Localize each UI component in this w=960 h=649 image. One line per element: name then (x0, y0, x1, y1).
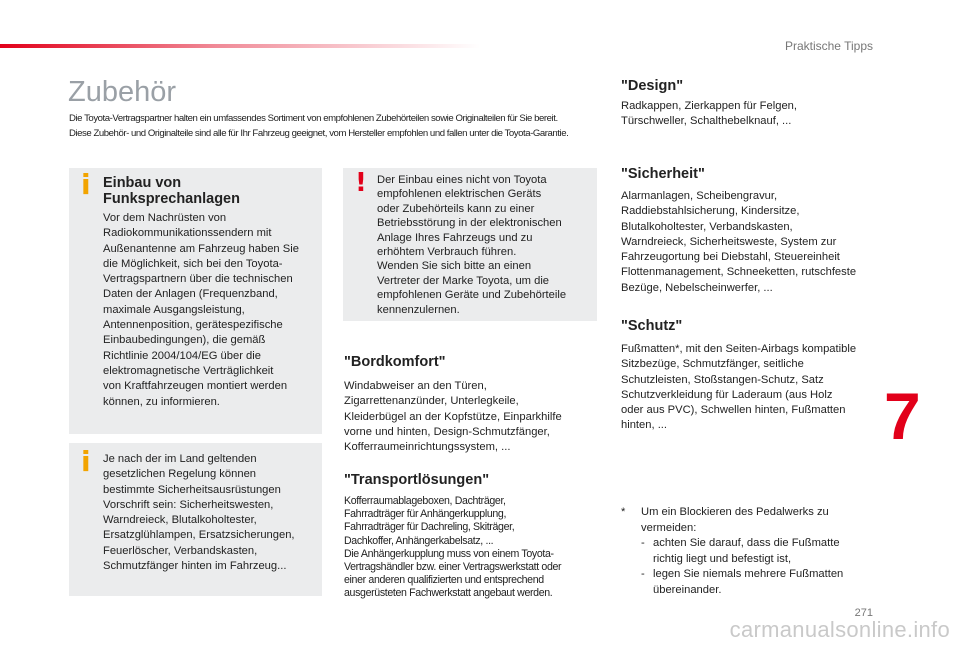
text-line: Kleiderbügel an der Kopfstütze, Einparkhilfe (344, 410, 562, 423)
text-line: Der Einbau eines nicht von Toyota (377, 174, 547, 186)
section-title-sicherheit: "Sicherheit" (621, 166, 705, 182)
page-title: Zubehör (68, 76, 177, 108)
text-line: Außenantenne am Fahrzeug haben Sie (103, 242, 299, 255)
info-box-title (103, 175, 240, 207)
text-line: Bezüge, Nebelscheinwerfer, ... (621, 281, 773, 294)
text-line: Schutzleisten, Stoßstangen-Schutz, Satz (621, 373, 824, 386)
text-line: legen Sie niemals mehrere Fußmatten (653, 568, 844, 580)
text-line: Warndreieck, Blutalkoholtester, (103, 514, 257, 527)
text-line: Betriebsstörung in der elektronischen (377, 217, 562, 230)
text-line: Radiokommunikationssendern mit (103, 227, 272, 240)
text-line: Antennenposition, gerätespezifische (103, 319, 283, 332)
text-line: Windabweiser an den Türen, (344, 380, 487, 392)
info-icon: i (81, 168, 91, 201)
intro-line: Die Toyota-Vertragspartner halten ein umfassendes Sortiment von empfohlenen Zubehörteilen sowie Originalteilen für Sie bereit. (69, 113, 558, 124)
text-line: Fahrradträger für Anhängerkupplung, (344, 508, 507, 521)
text-line: erhöhtem Verbrauch führen. (377, 246, 517, 259)
footnote-item (621, 567, 871, 598)
text-line: Fahrradträger für Dachreling, Skiträger, (344, 521, 515, 534)
text-line: Je nach der im Land geltenden (103, 453, 257, 465)
text-line: elektromagnetische Verträglichkeit (103, 364, 274, 377)
section-text-sicherheit (621, 189, 881, 296)
footnote-star: * (621, 506, 626, 518)
text-line: Radkappen, Zierkappen für Felgen, (621, 100, 798, 112)
text-line: Kofferraumeinrichtungssystem, ... (344, 441, 511, 454)
warning-box (343, 168, 597, 321)
text-line: ausgerüsteten Fachwerkstatt angebaut werden. (344, 587, 553, 600)
text-line: Daten der Anlagen (Frequenzband, (103, 288, 278, 301)
text-line: Zigarrettenanzünder, Unterlegkeile, (344, 395, 519, 408)
text-line: richtig liegt und befestigt ist, (653, 552, 792, 565)
text-line: Schutzverkleidung für Laderaum (aus Holz (621, 388, 833, 401)
intro-line: Diese Zubehör- und Originalteile sind alle für Ihr Fahrzeug geeignet, vom Hersteller empfohlen und fallen unter die Toyota-Garantie. (69, 128, 569, 139)
section-title-schutz: "Schutz" (621, 318, 683, 334)
info-box-text (103, 452, 295, 574)
title-line: Einbau von (103, 175, 182, 191)
text-line: Warndreieck, Sicherheitsweste, System zur (621, 235, 837, 248)
dash-bullet: - (641, 537, 645, 549)
info-box-radio (69, 168, 322, 434)
text-line: von Kraftfahrzeugen montiert werden (103, 380, 288, 393)
text-line: übereinander. (653, 583, 722, 596)
chapter-number: 7 (884, 379, 921, 453)
footnote (621, 505, 871, 598)
text-line: Vertragspartnern über die technischen (103, 273, 293, 286)
section-text-transport (344, 495, 606, 601)
info-icon: i (81, 445, 91, 478)
text-line: gesetzlichen Regelung können (103, 468, 257, 481)
intro-text (69, 111, 609, 141)
text-line: Die Anhängerkupplung muss von einem Toyota- (344, 547, 554, 560)
text-line: maximale Ausgangsleistung, (103, 303, 245, 316)
text-line: achten Sie darauf, dass die Fußmatte (653, 537, 840, 549)
text-line: Türschweller, Schalthebelknauf, ... (621, 115, 792, 128)
text-line: hinten, ... (621, 419, 668, 432)
text-line: Richtlinie 2004/104/EG über die (103, 349, 261, 362)
info-box-safety-equipment (69, 443, 322, 596)
text-line: kennenzulernen. (377, 303, 460, 316)
text-line: Blutalkoholtester, Verbandskasten, (621, 220, 793, 233)
text-line: Vertreter der Marke Toyota, um die (377, 274, 550, 287)
text-line: Alarmanlagen, Scheibengravur, (621, 190, 778, 202)
text-line: Wenden Sie sich bitte an einen (377, 260, 532, 273)
page-number: 271 (854, 607, 873, 619)
title-line: Funksprechanlagen (103, 191, 240, 207)
text-line: Flottenmanagement, Schneeketten, rutschfeste (621, 266, 857, 279)
text-line: einer anderen qualifizierten und entsprechend (344, 574, 544, 587)
text-line: Vertragshändler bzw. einer Vertragswerkstatt oder (344, 561, 562, 574)
text-line: Kofferraumablageboxen, Dachträger, (344, 495, 506, 507)
text-line: Anlage Ihres Fahrzeugs und zu (377, 231, 533, 244)
header-accent-bar (0, 44, 480, 48)
text-line: Ersatzglühlampen, Ersatzsicherungen, (103, 529, 295, 542)
text-line: Dachkoffer, Anhängerkabelsatz, ... (344, 534, 494, 547)
text-line: Fahrzeugortung bei Diebstahl, Steuereinheit (621, 251, 840, 264)
text-line: oder aus PVC), Schwellen hinten, Fußmatten (621, 404, 846, 417)
footnote-item (621, 536, 871, 567)
text-line: Um ein Blockieren des Pedalwerks zu (641, 506, 829, 518)
text-line: empfohlenen elektrischen Geräts (377, 188, 542, 201)
text-line: oder Zubehörteils kann zu einer (377, 202, 535, 215)
text-line: Vor dem Nachrüsten von (103, 212, 227, 224)
dash-bullet: - (641, 568, 645, 580)
text-line: Fußmatten*, mit den Seiten-Airbags kompatible (621, 343, 857, 355)
warning-box-text (377, 173, 566, 317)
text-line: Sitzbezüge, Schmutzfänger, seitliche (621, 358, 804, 371)
footnote-intro (621, 505, 871, 536)
text-line: Raddiebstahlsicherung, Kindersitze, (621, 205, 800, 218)
text-line: empfohlenen Geräte und Zubehörteile (377, 289, 567, 302)
warning-icon: ! (355, 168, 367, 198)
section-header: Praktische Tipps (784, 39, 873, 53)
text-line: Vorschrift sein: Sicherheitswesten, (103, 498, 274, 511)
section-title-transport: "Transportlösungen" (344, 472, 490, 488)
section-title-bordkomfort: "Bordkomfort" (344, 354, 446, 370)
text-line: Feuerlöscher, Verbandskasten, (103, 544, 258, 557)
text-line: vorne und hinten, Design-Schmutzfänger, (344, 425, 550, 438)
text-line: Einbaubedingungen), die gemäß (103, 334, 266, 347)
watermark: carmanualsonline.info (729, 617, 950, 642)
section-text-bordkomfort (344, 379, 604, 455)
section-title-design: "Design" (621, 78, 684, 94)
section-text-schutz (621, 342, 881, 434)
text-line: vermeiden: (641, 521, 697, 534)
text-line: bestimmte Sicherheitsausrüstungen (103, 483, 281, 496)
text-line: Schmutzfänger hinten im Fahrzeug... (103, 560, 287, 573)
text-line: die Möglichkeit, sich bei den Toyota- (103, 257, 283, 270)
text-line: können, zu informieren. (103, 395, 220, 408)
info-box-text (103, 211, 299, 410)
section-text-design (621, 99, 881, 130)
